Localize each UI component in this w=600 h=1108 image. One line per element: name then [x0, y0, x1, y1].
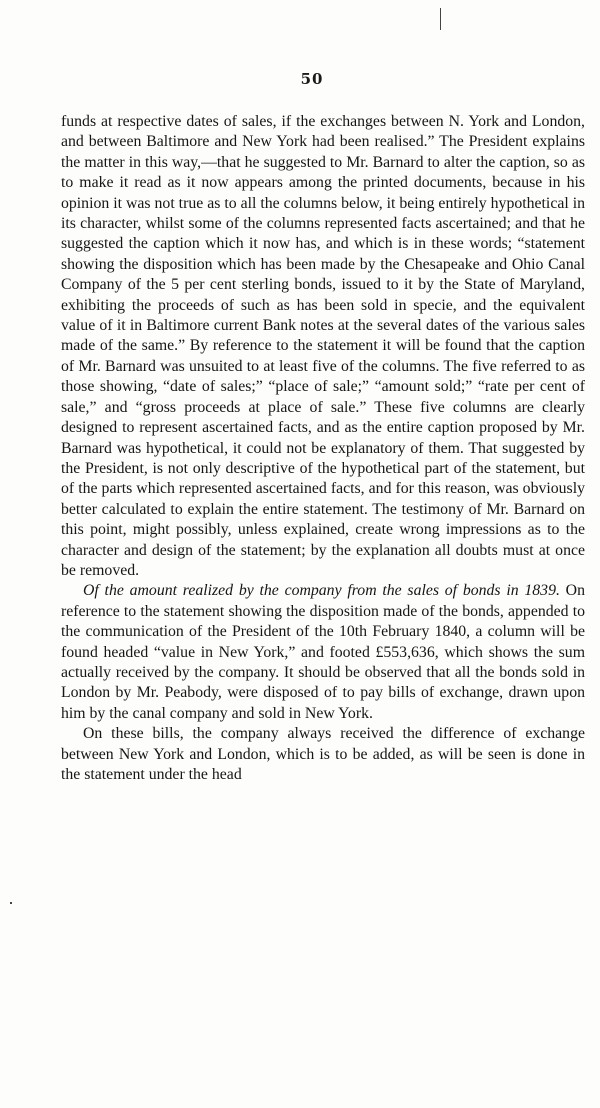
paragraph-text: funds at respective dates of sales, if the exchanges between N. York and London, and between Baltimore and New York had been realised.” The President explains the matter in this way,—that he suggested to Mr. Barnard to alter the caption, so as to make it read as it now appears among the printed documents, because in his opinion it was not true as to all the columns below, it being entirely hypothetical in its character, whilst some of the columns represented facts ascertained; and that he suggested the caption which it now has, and which is in these words; “statement showing the disposition which has been made by the Chesapeake and Ohio Canal Company of the 5 per cent sterling bonds, issued to it by the State of Maryland, exhibiting the proceeds of such as has been sold in specie, and the equivalent value of it in Baltimore current Bank notes at the several dates of the various sales made of the same.” By reference to the statement it will be found that the caption of Mr. Barnard was unsuited to at least five of the columns. The five referred to as those showing, “date of sales;” “place of sale;” “amount sold;” “rate per cent of sale,” and “gross proceeds at place of sale.” These five columns are clearly designed to represent ascertained facts, and as the entire caption proposed by Mr. Barnard was hypothetical, it could not be explanatory of them. That suggested by the President, is not only descriptive of the hypothetical part of the statement, but of the parts which represented ascertained facts, and for this reason, was obviously better calculated to explain the entire statement. The testimony of Mr. Barnard on this point, might possibly, unless explained, create wrong impressions as to the character and design of the statement; by the explanation all doubts must at once be removed. — [61, 113, 585, 579]
section-heading: Of the amount realized by the company from the sales of bonds in 1839. — [83, 582, 560, 600]
paragraph — [61, 581, 585, 724]
paragraph — [61, 724, 585, 785]
paragraph — [61, 112, 585, 581]
paragraph-text: On these bills, the company always received the difference of exchange between New York and London, which is to be added, as will be seen is done in the statement under the head — [61, 725, 585, 783]
margin-mark — [440, 8, 441, 30]
body-text — [61, 112, 585, 785]
page-number: 50 — [300, 70, 324, 88]
margin-mark — [10, 902, 12, 904]
paragraph-text: On reference to the statement showing the disposition made of the bonds, appended to the communication of the President of the 10th February 1840, a column will be found headed “value in New York,” and footed £553,636, which shows the sum actually received by the company. It should be observed that all the bonds sold in London by Mr. Peabody, were disposed of to pay bills of exchange, drawn upon him by the canal company and sold in New York. — [61, 582, 585, 722]
